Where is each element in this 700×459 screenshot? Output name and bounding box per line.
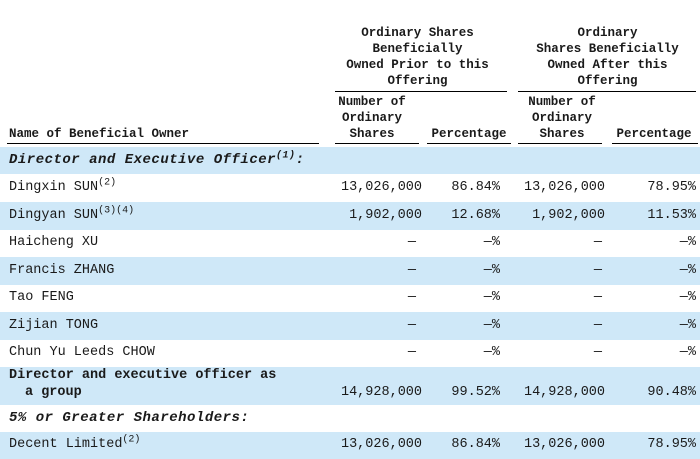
percentage-after: —% bbox=[679, 345, 696, 360]
shares-prior: — bbox=[407, 263, 416, 278]
pct2-header-underline bbox=[612, 143, 698, 144]
shares-prior: — bbox=[407, 345, 416, 360]
percentage-column-header-1: Percentage bbox=[431, 127, 507, 141]
percentage-after: 78.95% bbox=[647, 180, 696, 195]
shares-after: — bbox=[593, 263, 602, 278]
shares-after: 1,902,000 bbox=[532, 208, 605, 223]
percentage-after: —% bbox=[679, 235, 696, 250]
shares-after: 13,026,000 bbox=[523, 437, 605, 452]
percentage-prior: 99.52% bbox=[451, 385, 500, 400]
shares-after: — bbox=[593, 290, 602, 305]
section-row-shareholders bbox=[0, 405, 700, 432]
shares-prior: — bbox=[407, 290, 416, 305]
percentage-after: 90.48% bbox=[647, 385, 696, 400]
percentage-prior: —% bbox=[483, 345, 500, 360]
shares-prior: — bbox=[407, 318, 416, 333]
shares-after: — bbox=[593, 345, 602, 360]
owner-name: Chun Yu Leeds CHOW bbox=[9, 345, 155, 360]
percentage-prior: —% bbox=[483, 235, 500, 250]
shares-after: 13,026,000 bbox=[523, 180, 605, 195]
table-row: Decent Limited$^{(2)}$ 13,026,000 86.84% 13,026,000 78.95% bbox=[0, 432, 700, 459]
percentage-prior: 86.84% bbox=[451, 437, 500, 452]
name-header-underline bbox=[7, 143, 319, 144]
number-column-header-2: Number of Ordinary Shares bbox=[528, 95, 596, 141]
table-row bbox=[0, 285, 700, 312]
table-row: Dingxin SUN$^{(2)}$ 13,026,000 86.84% 13,026,000 78.95% bbox=[9, 177, 696, 195]
shares-after: — bbox=[593, 235, 602, 250]
percentage-after: 11.53% bbox=[647, 208, 696, 223]
table-row bbox=[0, 340, 700, 367]
owner-name: Decent Limited bbox=[9, 437, 123, 452]
percentage-prior: —% bbox=[483, 263, 500, 278]
group1-underline bbox=[335, 91, 507, 92]
owner-name: Tao FENG bbox=[9, 290, 74, 305]
name-column-header: Name of Beneficial Owner bbox=[9, 127, 190, 141]
shares-prior: — bbox=[407, 235, 416, 250]
owner-name: Haicheng XU bbox=[9, 235, 99, 250]
percentage-after: 78.95% bbox=[647, 437, 696, 452]
percentage-after: —% bbox=[679, 263, 696, 278]
section-row-directors bbox=[0, 147, 700, 174]
table-row: Dingyan $SUN^{(3)(4)}$ 1,902,000 12.68% 1,902,000 11.53% bbox=[0, 202, 700, 230]
section-title: Director and Executive Officer$^{(1)}$: bbox=[9, 150, 305, 168]
owner-name: Dingyan SUN bbox=[9, 208, 99, 223]
pct1-header-underline bbox=[427, 143, 511, 144]
table-row bbox=[0, 257, 700, 285]
group-total-label-line2: a group bbox=[25, 385, 82, 400]
shares-prior: 13,026,000 bbox=[340, 180, 422, 195]
after-offering-header: Ordinary Shares Beneficially Owned After this Offering bbox=[536, 26, 679, 88]
group-total-label-line1: Director and executive officer as bbox=[9, 368, 277, 383]
owner-name: Zijian TONG bbox=[9, 318, 99, 333]
shares-prior: 14,928,000 bbox=[340, 385, 422, 400]
shares-prior: 1,902,000 bbox=[349, 208, 422, 223]
percentage-prior: —% bbox=[483, 318, 500, 333]
number-column-header-1: Number of Ordinary Shares bbox=[338, 95, 406, 141]
percentage-after: —% bbox=[679, 290, 696, 305]
shares-prior: 13,026,000 bbox=[340, 437, 422, 452]
percentage-after: —% bbox=[679, 318, 696, 333]
prior-offering-header: Ordinary Shares Beneficially Owned Prior to this Offering bbox=[346, 26, 489, 88]
group2-underline bbox=[518, 91, 696, 92]
shares-after: — bbox=[593, 318, 602, 333]
num2-header-underline bbox=[518, 143, 602, 144]
shares-after: 14,928,000 bbox=[523, 385, 605, 400]
percentage-column-header-2: Percentage bbox=[616, 127, 692, 141]
table-row bbox=[0, 230, 700, 257]
section-title: 5% or Greater Shareholders: bbox=[9, 410, 250, 426]
percentage-prior: —% bbox=[483, 290, 500, 305]
owner-name: Dingxin SUN bbox=[9, 180, 99, 195]
owner-name: Francis ZHANG bbox=[9, 263, 115, 278]
num1-header-underline bbox=[335, 143, 419, 144]
percentage-prior: 86.84% bbox=[451, 180, 500, 195]
percentage-prior: 12.68% bbox=[451, 208, 500, 223]
table-row bbox=[0, 312, 700, 340]
group-total-row bbox=[0, 367, 700, 405]
